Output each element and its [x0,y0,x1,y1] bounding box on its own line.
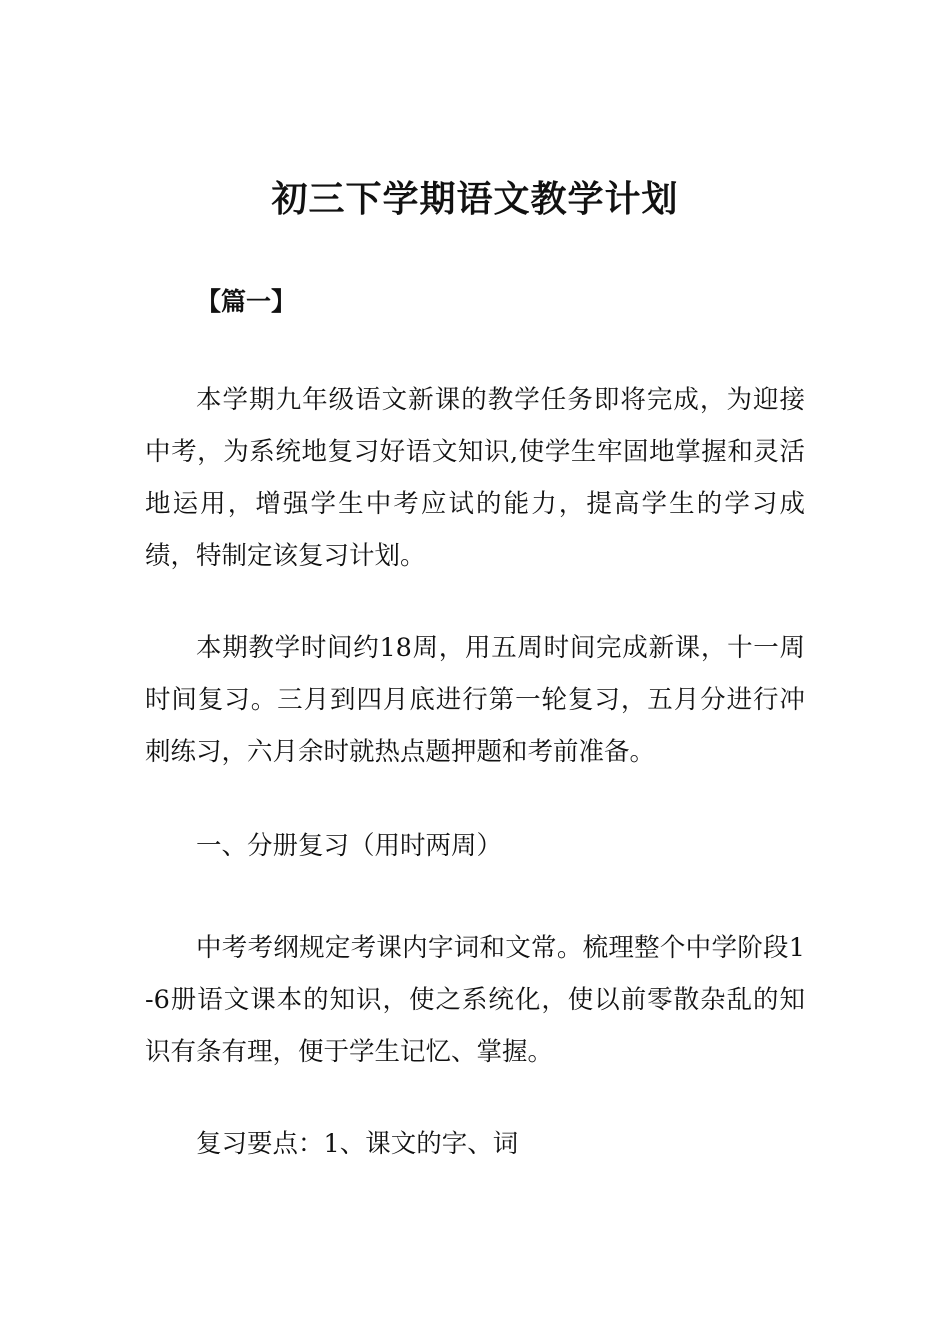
paragraph-review-detail: 中考考纲规定考课内字词和文常。梳理整个中学阶段1-6册语文课本的知识，使之系统化，使以前零散杂乱的知识有条有理，便于学生记忆、掌握。 [145,933,805,1067]
paragraph-intro: 本学期九年级语文新课的教学任务即将完成，为迎接中考，为系统地复习好语文知识,使学生牢固地掌握和灵活地运用，增强学生中考应试的能力，提高学生的学习成绩，特制定该复习计划。 [145,385,805,571]
paragraph-schedule: 本期教学时间约18周，用五周时间完成新课，十一周时间复习。三月到四月底进行第一轮复习，五月分进行冲刺练习，六月余时就热点题押题和考前准备。 [145,633,805,767]
section-label: 【篇一】 [196,287,297,316]
paragraph-review-points: 复习要点：1、课文的字、词 [196,1129,519,1159]
section-heading-review: 一、分册复习（用时两周） [196,831,503,861]
document-title: 初三下学期语文教学计划 [271,179,679,220]
